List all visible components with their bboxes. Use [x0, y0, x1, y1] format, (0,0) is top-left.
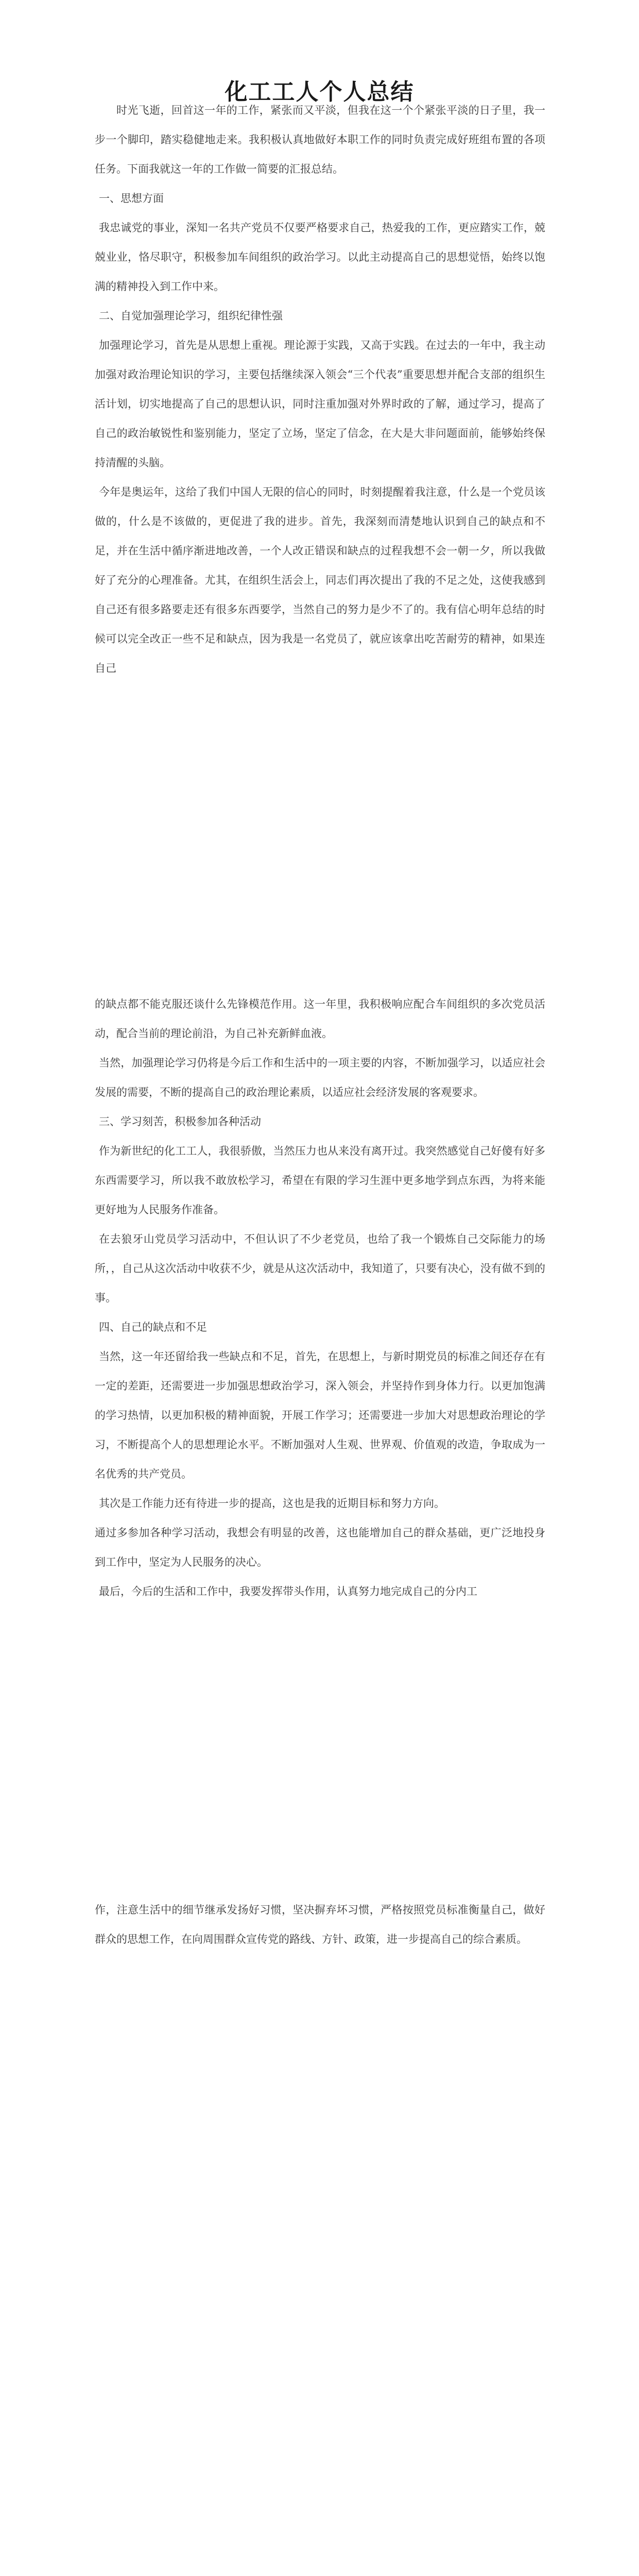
page-title: 化工工人个人总结: [224, 79, 415, 105]
text-block-1: [95, 96, 545, 683]
section-heading-study: 三、学习刻苦，积极参加各种活动: [99, 1115, 261, 1128]
paragraph-finally-part2: 作，注意生活中的细节继承发扬好习惯，坚决摒弃坏习惯，严格按照党员标准衡量自己，做好群众的思想工作，在向周围群众宣传党的路线、方针、政策，进一步提高自己的综合素质。: [95, 1904, 545, 1945]
paragraph-thought: 我忠诚党的事业，深知一名共产党员不仅要严格要求自己，热爱我的工作，更应踏实工作，兢兢业业，恪尽职守，积极参加车间组织的政治学习。以此主动提高自己的思想觉悟，始终以饱满的精神投入到工作中来。: [95, 222, 545, 293]
paragraph-activities-improve: 通过多参加各种学习活动，我想会有明显的改善，这也能增加自己的群众基础，更广泛地投身到工作中，坚定为人民服务的决心。: [95, 1527, 545, 1568]
paragraph-study: 作为新世纪的化工工人，我很骄傲，当然压力也从来没有离开过。我突然感觉自己好傻有好多东西需要学习，所以我不敢放松学习，希望在有限的学习生涯中更多地学到点东西，为将来能更好地为人民服务作准备。: [95, 1145, 545, 1216]
paragraph-olympic-part2: 的缺点都不能克服还谈什么先锋模范作用。这一年里，我积极响应配合车间组织的多次党员活动，配合当前的理论前沿，为自己补充新鲜血液。: [95, 998, 545, 1040]
paragraph-continue-study: 当然，加强理论学习仍将是今后工作和生活中的一项主要的内容，不断加强学习，以适应社会发展的需要，不断的提高自己的政治理论素质，以适应社会经济发展的客观要求。: [95, 1057, 545, 1098]
paragraph-shortcomings: 当然，这一年还留给我一些缺点和不足，首先，在思想上，与新时期党员的标准之间还存在有一定的差距，还需要进一步加强思想政治学习，深入领会，并坚持作到身体力行。以更加饱满的学习热情，以更加积极的精神面貌，开展工作学习；还需要进一步加大对思想政治理论的学习，不断提高个人的思想理论水平。不断加强对人生观、世界观、价值观的改造，争取成为一名优秀的共产党员。: [95, 1350, 545, 1480]
text-block-2: [95, 990, 545, 1606]
intro-paragraph: 时光飞逝，回首这一年的工作，紧张而又平淡，但我在这一个个紧张平淡的日子里，我一步一个脚印，踏实稳健地走来。我积极认真地做好本职工作的同时负责完成好班组布置的各项任务。下面我就这一年的工作做一简要的汇报总结。: [95, 104, 545, 175]
text-block-3: [95, 1895, 545, 1954]
paragraph-finally-part1: 最后，今后的生活和工作中，我要发挥带头作用，认真努力地完成自己的分内工: [99, 1585, 477, 1598]
paragraph-ability: 其次是工作能力还有待进一步的提高，这也是我的近期目标和努力方向。: [99, 1497, 445, 1510]
paragraph-theory: 加强理论学习，首先是从思想上重视。理论源于实践，又高于实践。在过去的一年中，我主动加强对政治理论知识的学习，主要包括继续深入领会“三个代表”重要思想并配合支部的组织生活计划，切实地提高了自己的思想认识，同时注重加强对外界时政的了解，通过学习，提高了自己的政治敏锐性和鉴别能力，坚定了立场，坚定了信念，在大是大非问题面前，能够始终保持清醒的头脑。: [95, 339, 545, 469]
section-heading-theory: 二、自觉加强理论学习，组织纪律性强: [99, 310, 283, 322]
paragraph-activity: 在去狼牙山党员学习活动中，不但认识了不少老党员，也给了我一个锻炼自己交际能力的场所，，自己从这次活动中收获不少，就是从这次活动中，我知道了，只要有决心，没有做不到的事。: [95, 1233, 545, 1304]
paragraph-olympic-part1: 今年是奥运年，这给了我们中国人无限的信心的同时，时刻提醒着我注意，什么是一个党员该做的，什么是不该做的，更促进了我的进步。首先，我深刻而清楚地认识到自己的缺点和不足，并在生活中循序渐进地改善，一个人改正错误和缺点的过程我想不会一朝一夕，所以我做好了充分的心理准备。尤其，在组织生活会上，同志们再次提出了我的不足之处，这使我感到自己还有很多路要走还有很多东西要学，当然自己的努力是少不了的。我有信心明年总结的时候可以完全改正一些不足和缺点，因为我是一名党员了，就应该拿出吃苦耐劳的精神，如果连自己: [95, 486, 545, 674]
section-heading-thought: 一、思想方面: [99, 192, 164, 205]
section-heading-shortcomings: 四、自己的缺点和不足: [99, 1321, 207, 1333]
